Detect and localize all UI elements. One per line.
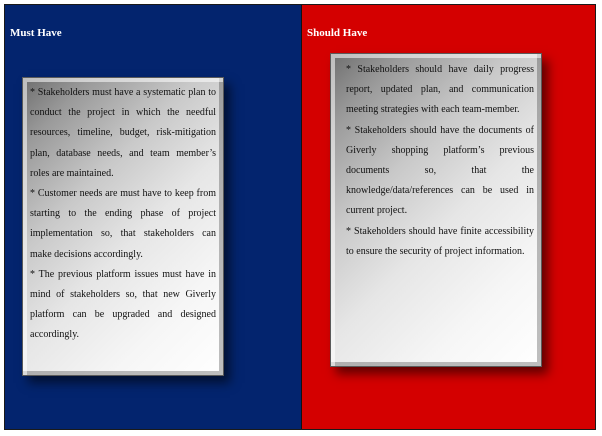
should-have-title: Should Have (307, 27, 368, 39)
must-have-item: * Customer needs are must have to keep from starting to the ending phase of project implementation so, that stakeholders can make decisions accordingly. (30, 188, 216, 260)
diagram-frame (4, 4, 596, 430)
must-have-panel (5, 5, 302, 429)
must-have-card (22, 77, 224, 376)
should-have-item: * Stakeholders should have daily progress report, updated plan, and communication meeting strategies with each team-member. (346, 64, 534, 116)
should-have-item: * Stakeholders should have finite accessibility to ensure the security of project information. (346, 225, 534, 257)
must-have-item: * The previous platform issues must have in mind of stakeholders so, that new Giverly platform can be upgraded and designed accordingly. (30, 268, 216, 341)
should-have-card (330, 53, 542, 367)
must-have-item: * Stakeholders must have a systematic plan to conduct the project in which the needful resources, timeline, budget, risk-mitigation plan, database needs, and team member’s roles are maintained. (30, 87, 216, 179)
must-have-title: Must Have (10, 27, 62, 39)
should-have-panel (302, 5, 595, 429)
should-have-item: * Stakeholders should have the documents of Giverly shopping platform’s previous documents so, that the knowledge/data/references can be used in current project. (346, 124, 534, 217)
